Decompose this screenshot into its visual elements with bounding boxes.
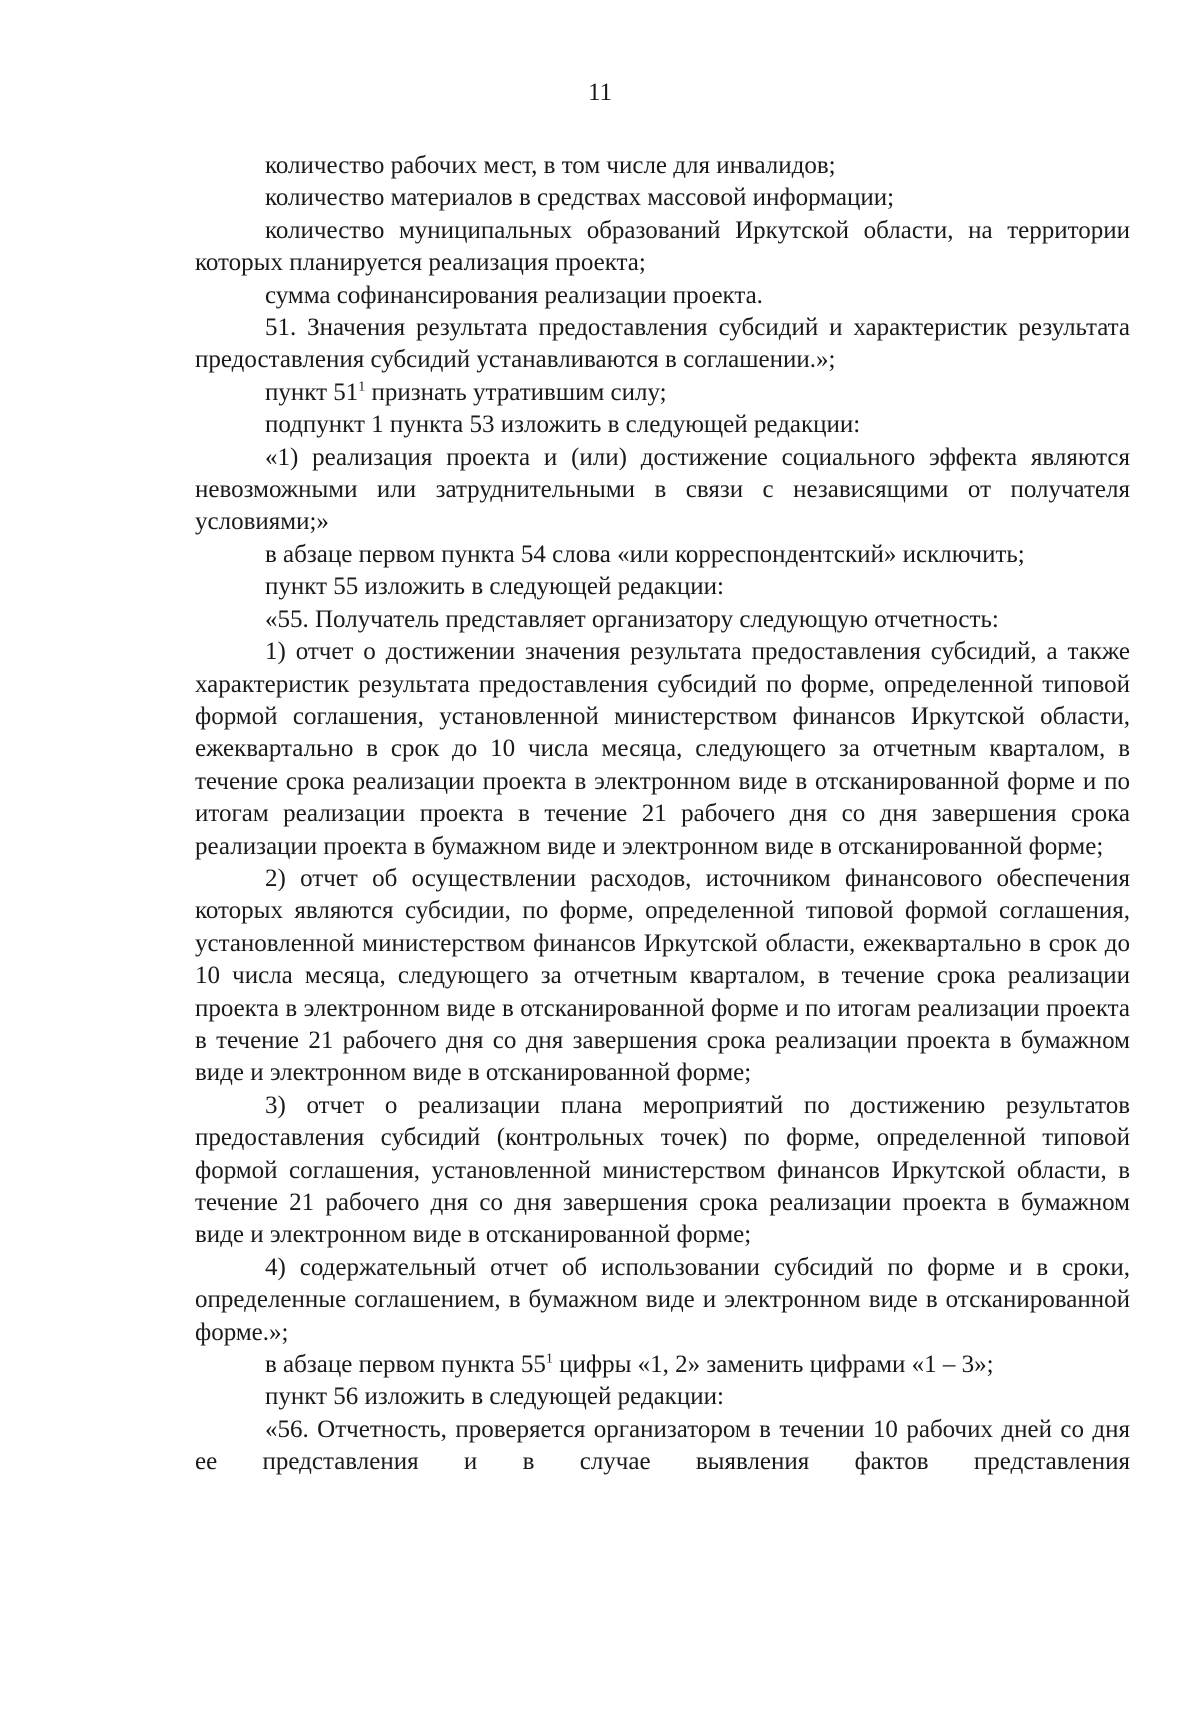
paragraph-text: пункт 51	[265, 378, 359, 406]
paragraph: количество рабочих мест, в том числе для инвалидов;	[265, 152, 836, 179]
paragraph-text: в абзаце первом пункта 55	[265, 1351, 546, 1379]
paragraph: 2) отчет об осуществлении расходов, источником финансового обеспечения которых являются субсидии, по форме, определенной типовой формой соглашения, установленной министерством финансов Иркутской области, ежеквартально в срок до 10 числа месяца, следующего за отчетным кварталом, в течение срока реализации проекта в электронном виде в отсканированной форме и по итогам реализации проекта в течение 21 рабочего дня со дня завершения срока реализации проекта в бумажном виде и электронном виде в отсканированной форме;	[195, 864, 1130, 1087]
paragraph	[195, 377, 1130, 409]
paragraph: подпункт 1 пункта 53 изложить в следующей редакции:	[265, 411, 861, 439]
document-body	[195, 150, 1130, 1479]
paragraph: количество материалов в средствах массовой информации;	[265, 184, 895, 212]
paragraph: «55. Получатель представляет организатору следующую отчетность:	[265, 605, 999, 633]
paragraph-text: признать утратившим силу;	[365, 378, 667, 406]
paragraph: количество муниципальных образований Иркутской области, на территории которых планируется реализация проекта;	[195, 216, 1130, 277]
page-number: 11	[587, 79, 613, 106]
paragraph: 51. Значения результата предоставления субсидий и характеристик результата предоставления субсидий устанавливаются в соглашении.»;	[195, 314, 1130, 374]
superscript: 1	[358, 379, 366, 395]
paragraph: 1) отчет о достижении значения результата предоставления субсидий, а также характеристик результата предоставления субсидий по форме, определенной типовой формой соглашения, установленной министерством финансов Иркутской области, ежеквартально в срок до 10 числа месяца, следующего за отчетным кварталом, в течение срока реализации проекта в электронном виде в отсканированной форме и по итогам реализации проекта в течение 21 рабочего дня со дня завершения срока реализации проекта в бумажном виде и электронном виде в отсканированной форме;	[195, 638, 1130, 860]
paragraph: пункт 56 изложить в следующей редакции:	[265, 1383, 724, 1411]
paragraph: 4) содержательный отчет об использовании субсидий по форме и в сроки, определенные соглашением, в бумажном виде и электронном виде в отсканированной форме.»;	[195, 1253, 1130, 1346]
paragraph	[195, 1349, 1130, 1381]
paragraph: «56. Отчетность, проверяется организатором в течении 10 рабочих дней со дня ее представления и в случае выявления фактов представления	[195, 1415, 1130, 1476]
superscript: 1	[545, 1351, 553, 1367]
paragraph: сумма софинансирования реализации проекта.	[265, 281, 763, 309]
paragraph: «1) реализация проекта и (или) достижение социального эффекта являются невозможными или затруднительными в связи с независящими от получателя условиями;»	[195, 443, 1130, 536]
paragraph: 3) отчет о реализации плана мероприятий по достижению результатов предоставления субсидий (контрольных точек) по форме, определенной типовой формой соглашения, установленной министерством финансов Иркутской области, в течение 21 рабочего дня со дня завершения срока реализации проекта в бумажном виде и электронном виде в отсканированной форме;	[195, 1091, 1130, 1249]
paragraph: пункт 55 изложить в следующей редакции:	[265, 573, 724, 601]
paragraph: в абзаце первом пункта 54 слова «или корреспондентский» исключить;	[265, 540, 1025, 568]
paragraph-text: цифры «1, 2» заменить цифрами «1 – 3»;	[552, 1351, 994, 1379]
